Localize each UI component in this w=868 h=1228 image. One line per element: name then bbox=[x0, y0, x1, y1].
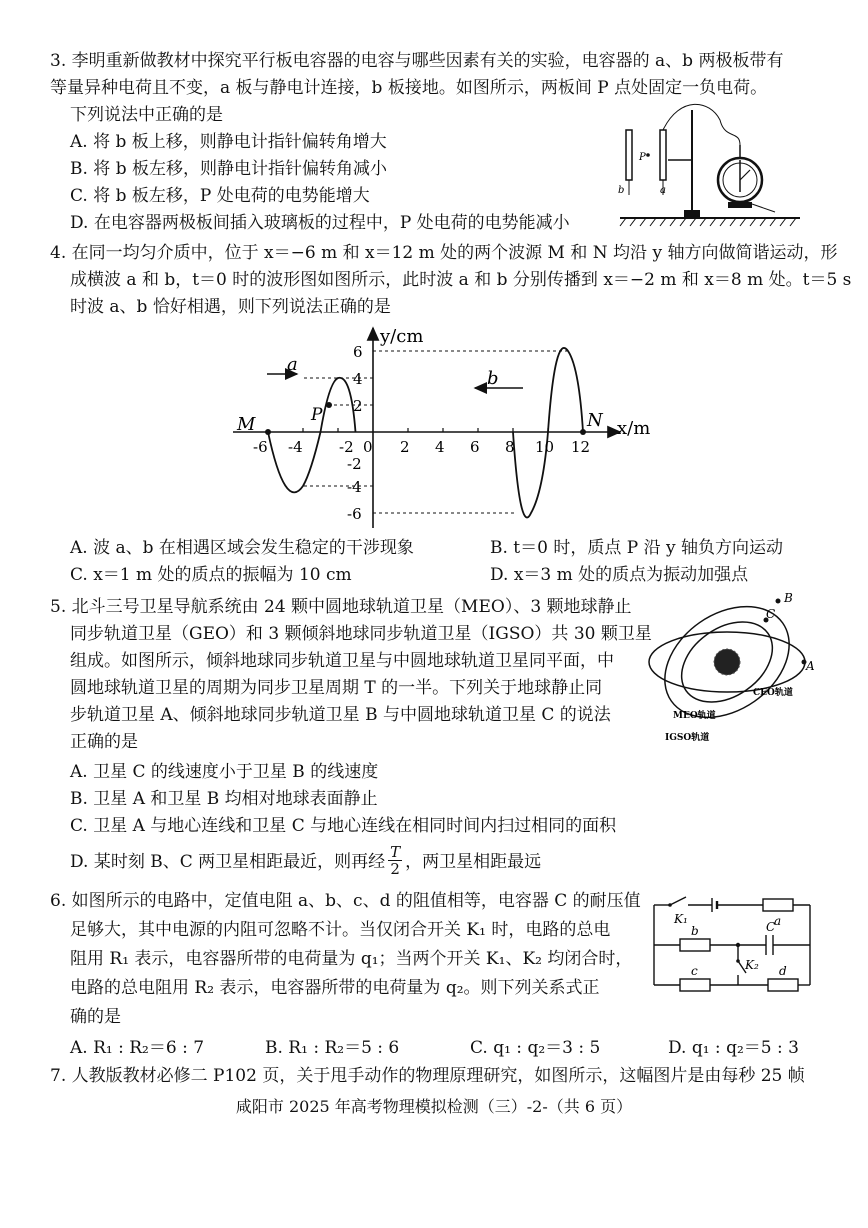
capacitor-c-label: C bbox=[766, 920, 776, 934]
sat-b-label: B bbox=[784, 591, 793, 605]
tick-x-2: 2 bbox=[400, 438, 410, 456]
tick-y-4: 4 bbox=[353, 370, 363, 388]
tick-x-10: 10 bbox=[535, 438, 555, 456]
resistor-a-label: a bbox=[774, 914, 782, 928]
resistor-c-label: c bbox=[691, 964, 698, 978]
fraction-t-over-2 bbox=[388, 844, 402, 877]
q5-line-2: 同步轨道卫星（GEO）和 3 颗倾斜地球同步轨道卫星（IGSO）共 30 颗卫星 bbox=[70, 624, 652, 644]
q6-option-c: C. q₁ : q₂＝3 : 5 bbox=[470, 1038, 601, 1058]
tick-x-4: 4 bbox=[435, 438, 445, 456]
sat-a-label: A bbox=[806, 659, 815, 673]
q5-line-3: 组成。如图所示，倾斜地球同步轨道卫星与中圆地球轨道卫星同平面，中 bbox=[70, 651, 614, 671]
fraction-numerator: T bbox=[390, 843, 401, 861]
q4-line-1: 4. 在同一均匀介质中，位于 x＝−6 m 和 x＝12 m 处的两个波源 M 和 N 均沿 y 轴方向做简谐运动，形 bbox=[50, 243, 838, 263]
q6-option-b: B. R₁ : R₂＝5 : 6 bbox=[265, 1038, 400, 1058]
tick-x-8: 8 bbox=[505, 438, 515, 456]
q6-option-a: A. R₁ : R₂＝6 : 7 bbox=[70, 1038, 205, 1058]
resistor-d-label: d bbox=[779, 964, 787, 978]
capacitor-electrometer-figure bbox=[600, 100, 810, 232]
q3-option-b: B. 将 b 板左移，则静电计指针偏转角减小 bbox=[70, 159, 387, 179]
tick-y-2: 2 bbox=[353, 397, 363, 415]
q5-line-5: 步轨道卫星 A、倾斜地球同步轨道卫星 B 与中圆地球轨道卫星 C 的说法 bbox=[70, 705, 611, 725]
point-n-label: N bbox=[587, 410, 603, 431]
q7-line-1: 7. 人教版教材必修二 P102 页，关于甩手动作的物理原理研究，如图所示，这幅图片是由每秒 25 帧 bbox=[50, 1066, 805, 1086]
q4-option-b: B. t＝0 时，质点 P 沿 y 轴负方向运动 bbox=[490, 538, 784, 558]
tick-y-neg2: -2 bbox=[347, 455, 362, 473]
q5-line-4: 圆地球轨道卫星的周期为同步卫星周期 T 的一半。下列关于地球静止同 bbox=[70, 678, 603, 698]
x-axis-label: x/m bbox=[617, 418, 651, 439]
y-axis-label: y/cm bbox=[380, 326, 424, 347]
igso-orbit-label: IGSO轨道 bbox=[665, 733, 710, 743]
switch-k1-label: K₁ bbox=[674, 912, 688, 926]
q3-line-1: 3. 李明重新做教材中探究平行板电容器的电容与哪些因素有关的实验，电容器的 a、b 两极板带有 bbox=[50, 51, 784, 71]
tick-x-neg2: -2 bbox=[339, 438, 354, 456]
tick-x-6: 6 bbox=[470, 438, 480, 456]
q3-line-3: 下列说法中正确的是 bbox=[70, 105, 223, 125]
tick-y-neg6: -6 bbox=[347, 505, 362, 523]
q3-option-d: D. 在电容器两极板间插入玻璃板的过程中，P 处电荷的电势能减小 bbox=[70, 213, 570, 233]
satellite-orbits-figure bbox=[645, 590, 820, 750]
tick-x-12: 12 bbox=[571, 438, 591, 456]
q6-line-4: 电路的总电阻用 R₂ 表示，电容器所带的电荷量为 q₂。则下列关系式正 bbox=[70, 978, 600, 998]
fraction-denominator: 2 bbox=[390, 860, 400, 878]
fig-label-p: P bbox=[639, 152, 646, 163]
q4-line-2: 成横波 a 和 b，t＝0 时的波形图如图所示，此时波 a 和 b 分别传播到 x＝−2 m 和 x＝8 m 处。t＝5 s bbox=[70, 270, 852, 290]
q5-option-d-after: ，两卫星相距最远 bbox=[405, 852, 542, 872]
q4-line-3: 时波 a、b 恰好相遇，则下列说法正确的是 bbox=[70, 297, 391, 317]
q4-option-a: A. 波 a、b 在相遇区域会发生稳定的干涉现象 bbox=[70, 538, 414, 558]
q6-line-2: 足够大，其中电源的内阻可忽略不计。当仅闭合开关 K₁ 时，电路的总电 bbox=[70, 920, 611, 940]
circuit-figure bbox=[648, 893, 818, 993]
geo-orbit-label: CEO轨道 bbox=[753, 688, 793, 698]
meo-orbit-label: MEO轨道 bbox=[673, 711, 716, 721]
tick-y-neg4: -4 bbox=[347, 478, 362, 496]
resistor-b-label: b bbox=[691, 924, 699, 938]
wave-graph bbox=[225, 322, 665, 534]
q5-option-c: C. 卫星 A 与地心连线和卫星 C 与地心连线在相同时间内扫过相同的面积 bbox=[70, 816, 617, 836]
tick-x-neg4: -4 bbox=[288, 438, 303, 456]
q5-line-1: 5. 北斗三号卫星导航系统由 24 颗中圆地球轨道卫星（MEO）、3 颗地球静止 bbox=[50, 597, 632, 617]
point-m-label: M bbox=[237, 414, 256, 435]
tick-y-6: 6 bbox=[353, 343, 363, 361]
wave-a-label: a bbox=[287, 354, 298, 375]
point-p-label: P bbox=[311, 405, 323, 425]
q4-option-d: D. x＝3 m 处的质点为振动加强点 bbox=[490, 565, 749, 585]
q3-option-c: C. 将 b 板左移，P 处电荷的电势能增大 bbox=[70, 186, 370, 206]
q5-option-d bbox=[70, 843, 542, 879]
page-footer: 咸阳市 2025 年高考物理模拟检测（三）-2-（共 6 页） bbox=[235, 1097, 633, 1116]
q3-option-a: A. 将 b 板上移，则静电计指针偏转角增大 bbox=[70, 132, 387, 152]
sat-c-label: C bbox=[766, 607, 776, 621]
q6-line-5: 确的是 bbox=[70, 1007, 121, 1027]
switch-k2-label: K₂ bbox=[745, 958, 759, 972]
q6-line-3: 阻用 R₁ 表示，电容器所带的电荷量为 q₁；当两个开关 K₁、K₂ 均闭合时， bbox=[70, 949, 633, 969]
q5-option-a: A. 卫星 C 的线速度小于卫星 B 的线速度 bbox=[70, 762, 379, 782]
tick-origin: 0 bbox=[363, 438, 373, 456]
fig-label-a: a bbox=[660, 185, 666, 196]
q4-option-c: C. x＝1 m 处的质点的振幅为 10 cm bbox=[70, 565, 352, 585]
q5-line-6: 正确的是 bbox=[70, 732, 138, 752]
tick-x-neg6: -6 bbox=[253, 438, 268, 456]
fig-label-b: b bbox=[618, 185, 625, 196]
q5-option-b: B. 卫星 A 和卫星 B 均相对地球表面静止 bbox=[70, 789, 378, 809]
wave-b-label: b bbox=[487, 368, 499, 389]
q6-option-d: D. q₁ : q₂＝5 : 3 bbox=[668, 1038, 799, 1058]
q6-line-1: 6. 如图所示的电路中，定值电阻 a、b、c、d 的阻值相等，电容器 C 的耐压值 bbox=[50, 891, 641, 911]
q5-option-d-before: D. 某时刻 B、C 两卫星相距最近，则再经 bbox=[70, 852, 386, 872]
q3-line-2: 等量异种电荷且不变，a 板与静电计连接，b 板接地。如图所示，两板间 P 点处固定一负电荷。 bbox=[50, 78, 768, 98]
